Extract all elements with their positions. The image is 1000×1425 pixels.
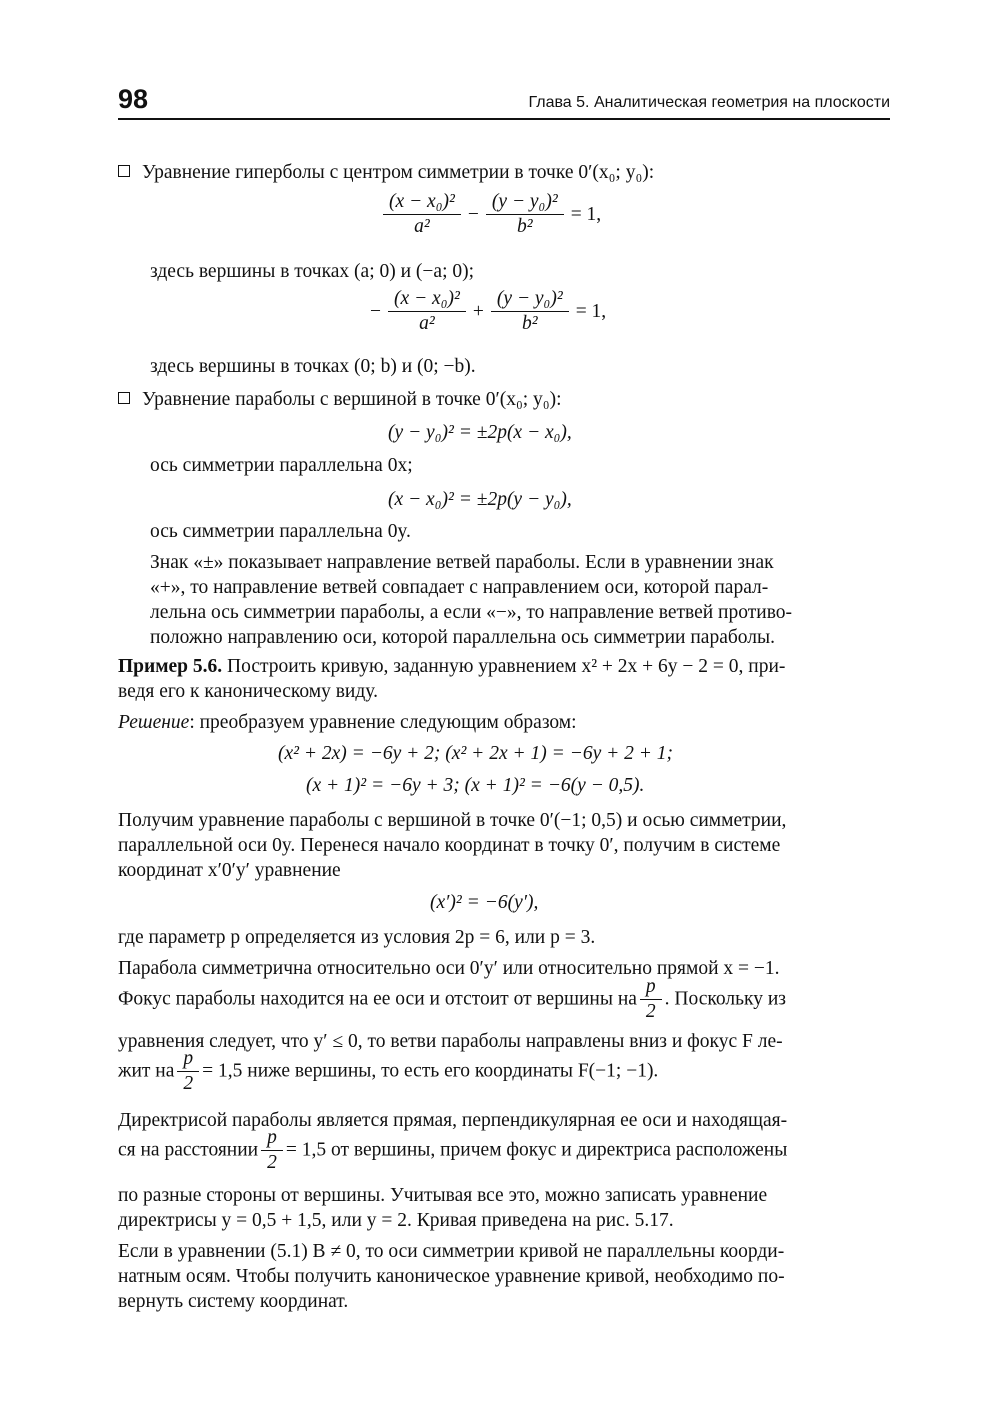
solution-line: Решение: преобразуем уравнение следующим образом:: [118, 712, 577, 733]
parabola-equation-2: (x − x₀)² = ±2p(y − y₀),: [388, 489, 572, 510]
canonical-equation: (x′)² = −6(y′),: [430, 892, 539, 913]
paragraph-sign-line-1: Знак «±» показывает направление ветвей параболы. Если в уравнении знак: [150, 552, 774, 573]
hyperbola-equation-1: $\frac{\text{(x − x₀)²}}{\text{a²}}$ − $\frac{\text{(y − y₀)²}}{\text{b²}}$ = 1,: [380, 190, 605, 239]
hyperbola-vertices-1: здесь вершины в точках (a; 0) и (−a; 0);: [150, 261, 475, 282]
fraction-p-over-2: $\frac{p}{2}$: [261, 1126, 283, 1175]
chapter-title: Глава 5. Аналитическая геометрия на плоскости: [528, 94, 890, 111]
paragraph-rotation-line-3: вернуть систему координат.: [118, 1291, 349, 1312]
solution-equation-2: (x + 1)² = −6y + 3; (x + 1)² = −6(y − 0,5).: [306, 775, 645, 796]
hyperbola-equation-2: − $\frac{\text{(x − x₀)²}}{\text{a²}}$ + $\frac{\text{(y − y₀)²}}{\text{b²}}$ = 1,: [370, 288, 607, 334]
example-label: Пример 5.6.: [118, 656, 223, 677]
solution-equation-1: (x² + 2x) = −6y + 2; (x² + 2x + 1) = −6y + 2 + 1;: [278, 743, 674, 764]
bullet-parabola: Уравнение параболы с вершиной в точке 0′(x₀; y₀):: [118, 387, 562, 412]
fraction-p-over-2: $\frac{p}{2}$: [640, 975, 662, 1024]
paragraph-sign-line-4: положно направлению оси, которой параллельна ось симметрии параболы.: [150, 627, 775, 648]
paragraph-directrix-line-4: директрисы y = 0,5 + 1,5, или y = 2. Кривая приведена на рис. 5.17.: [118, 1210, 674, 1231]
paragraph-vertex-line-3: координат x′0′y′ уравнение: [118, 860, 341, 881]
parabola-equation-1: (y − y₀)² = ±2p(x − x₀),: [388, 422, 572, 443]
bullet-hyperbola: Уравнение гиперболы с центром симметрии в точке 0′(x₀; y₀):: [118, 160, 654, 185]
paragraph-vertex-line-1: Получим уравнение параболы с вершиной в точке 0′(−1; 0,5) и осью симметрии,: [118, 810, 787, 831]
paragraph-focus-line-1: Фокус параболы находится на ее оси и отстоит от вершины на $\frac{p}{2}$ . Поскольку из: [118, 976, 786, 1023]
page-header: [118, 84, 890, 120]
paragraph-focus-line-3: жит на $\frac{p}{2}$ = 1,5 ниже вершины, то есть его координаты F(−1; −1).: [118, 1048, 659, 1095]
page-number: 98: [118, 84, 149, 114]
paragraph-sign-line-2: «+», то направление ветвей совпадает с направлением оси, которой парал-: [150, 577, 769, 598]
example-line-1: Пример 5.6. Построить кривую, заданную уравнением x² + 2x + 6y − 2 = 0, при-: [118, 656, 786, 677]
paragraph-rotation-line-2: натным осям. Чтобы получить каноническое уравнение кривой, необходимо по-: [118, 1266, 785, 1287]
fraction-p-over-2: $\frac{p}{2}$: [177, 1047, 199, 1096]
paragraph-vertex-line-2: параллельной оси 0y. Перенеся начало координат в точку 0′, получим в системе: [118, 835, 781, 856]
hyperbola-vertices-2: здесь вершины в точках (0; b) и (0; −b).: [150, 356, 476, 377]
paragraph-directrix-line-3: по разные стороны от вершины. Учитывая все это, можно записать уравнение: [118, 1185, 768, 1206]
paragraph-directrix-line-1: Директрисой параболы является прямая, перпендикулярная ее оси и находящая-: [118, 1110, 788, 1131]
paragraph-sign-line-3: лельна ось симметрии параболы, а если «−», то направление ветвей противо-: [150, 602, 793, 623]
parabola-axis-1: ось симметрии параллельна 0x;: [150, 455, 413, 476]
paragraph-directrix-line-2: ся на расстоянии $\frac{p}{2}$ = 1,5 от вершины, причем фокус и директриса расположены: [118, 1127, 788, 1174]
paragraph-symmetry: Парабола симметрична относительно оси 0′y′ или относительно прямой x = −1.: [118, 958, 780, 979]
paragraph-rotation-line-1: Если в уравнении (5.1) B ≠ 0, то оси симметрии кривой не параллельны коорди-: [118, 1241, 785, 1262]
checkbox-square-icon: [118, 165, 130, 177]
example-line-2: ведя его к каноническому виду.: [118, 681, 378, 702]
parabola-axis-2: ось симметрии параллельна 0y.: [150, 521, 411, 542]
paragraph-focus-line-2: уравнения следует, что y′ ≤ 0, то ветви параболы направлены вниз и фокус F ле-: [118, 1031, 783, 1052]
paragraph-parameter: где параметр p определяется из условия 2p = 6, или p = 3.: [118, 927, 596, 948]
solution-label: Решение: [118, 712, 190, 733]
checkbox-square-icon: [118, 392, 130, 404]
